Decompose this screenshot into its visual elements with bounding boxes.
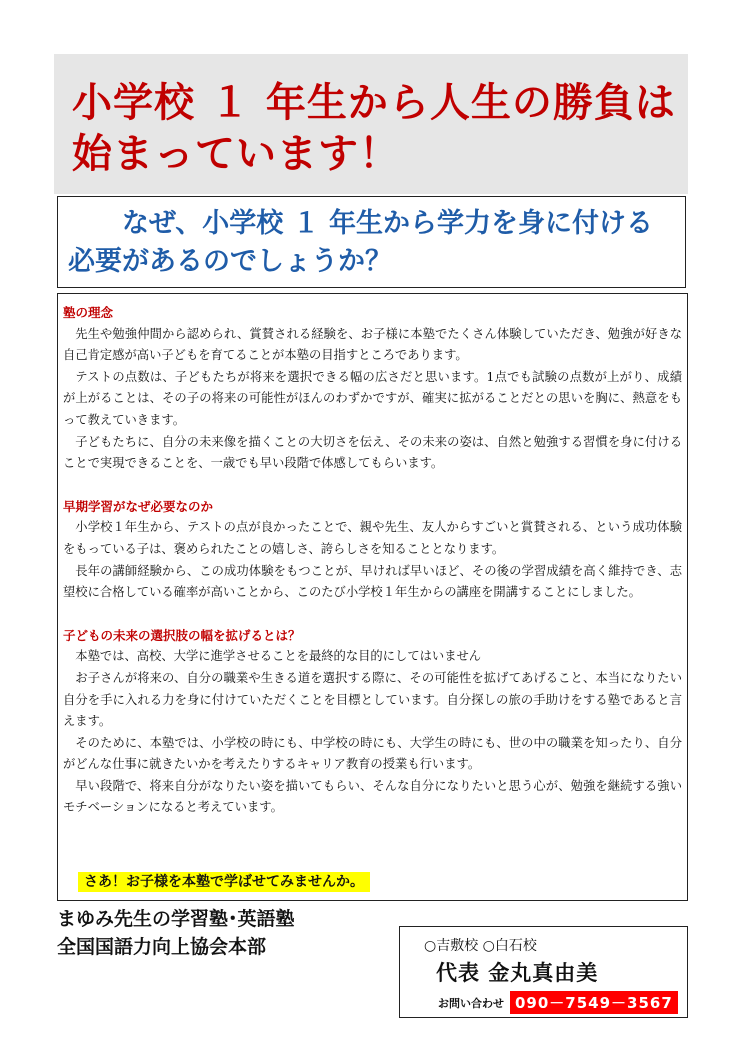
content-body <box>63 302 682 819</box>
organization-line1: まゆみ先生の学習塾･英語塾 <box>57 908 295 930</box>
school-locations: ○吉敷校 ○白石校 <box>424 938 537 954</box>
contact-box <box>399 926 688 1018</box>
paragraph: 子どもたちに、自分の未来像を描くことの大切さを伝え、その未来の姿は、自然と勉強する習慣を身に付けることで実現できることを、一歳でも早い段階で体感してもらいます。 <box>63 434 682 471</box>
subtitle: なぜ、小学校 １ 年生から学力を身に付ける必要があるのでしょうか？ <box>68 208 653 277</box>
subtitle-box <box>57 196 686 288</box>
paragraph: 長年の講師経験から、この成功体験をもつことが、早ければ早いほど、その後の学習成績を高く維持でき、志望校に合格している確率が高いことから、このたび小学校１年生からの講座を開講することにしました。 <box>63 563 682 600</box>
representative-name: 代表 金丸真由美 <box>436 961 599 985</box>
paragraph: 本塾では、高校、大学に進学させることを最終的な目的にしてはいません <box>75 649 482 664</box>
paragraph: テストの点数は、子どもたちが将来を選択できる幅の広さだと思います。1点でも試験の点数が上がり、成績が上がることは、その子の将来の可能性がほんのわずかですが、確実に拡がることだとの思いを胸に、熱意をもって教えていきます。 <box>63 369 682 427</box>
paragraph: お子さんが将来の、自分の職業や生きる道を選択する際に、その可能性を拡げてあげること、本当になりたい自分を手に入れる力を身に付けていただくことを目標としています。自分探しの旅の手助けをする塾であると言えます。 <box>63 670 682 729</box>
main-content-box <box>57 293 688 901</box>
section-heading-philosophy: 塾の理念 <box>63 305 114 320</box>
page-title: 小学校 １ 年生から人生の勝負は始まっています！ <box>72 80 676 177</box>
title-banner <box>54 54 688 194</box>
organization-line2: 全国国語力向上協会本部 <box>57 936 267 958</box>
section-heading-early-learning: 早期学習がなぜ必要なのか <box>63 498 214 514</box>
paragraph: そのために、本塾では、小学校の時にも、中学校の時にも、大学生の時にも、世の中の職業を知ったり、自分がどんな仕事に就きたいかを考えたりするキャリア教育の授業も行います。 <box>63 735 682 772</box>
phone-number: 090－7549－3567 <box>510 991 678 1014</box>
paragraph: 小学校１年生から、テストの点が良かったことで、親や先生、友人からすごいと賞賛される、という成功体験をもっている子は、褒められたことの嬉しさ、誇らしさを知ることとなります。 <box>63 520 682 556</box>
inquiry-label: お問い合わせ <box>438 996 504 1010</box>
paragraph: 早い段階で、将来自分がなりたい姿を描いてもらい、そんな自分になりたいと思う心が、勉強を継続する強いモチベーションになると考えています。 <box>63 778 682 815</box>
call-to-action: さあ！お子様を本塾で学ばせてみませんか。 <box>78 872 370 892</box>
organization-name <box>57 905 295 961</box>
section-heading-future-choices: 子どもの未来の選択肢の幅を拡げるとは？ <box>63 627 301 643</box>
paragraph: 先生や勉強仲間から認められ、賞賛される経験を、お子様に本塾でたくさん体験していただき、勉強が好きな自己肯定感が高い子どもを育てることが本塾の目指すところであります。 <box>63 326 682 363</box>
inquiry-row <box>438 991 678 1014</box>
